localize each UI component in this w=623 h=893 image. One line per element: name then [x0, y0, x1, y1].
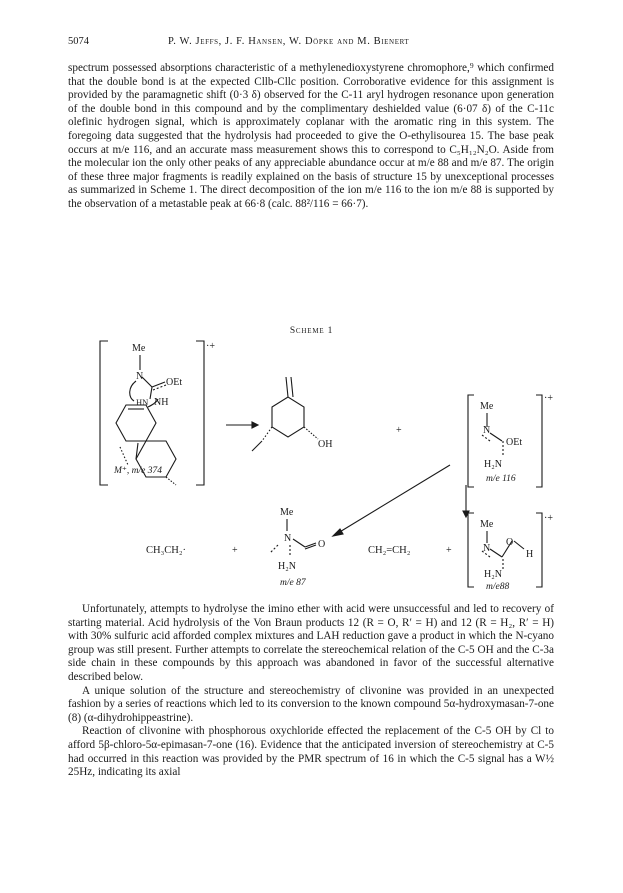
paragraph-1: spectrum possessed absorptions characteristic of a methylenedioxystyrene chromophore,⁹ which confirmed that the double bond is at the expected Cllb-Cllc position. Corroborative evidence for this assignment is provided by the paramagnetic shift (0·3 δ) observed for the C-11 aryl hydrogen resonance upon generation of the double bond in this compound and by the complimentary deshielded value (6·07 δ) of the C-11c olefinic hydrogen signal, which is approximately coplanar with the aromatic ring in this system. The foregoing data suggested that the hydrolysis had proceeded to give the O-ethylisourea 15. The base peak occurs at m/e 116, and an accurate mass measurement shows this to correspond to C₅H₁₂N₂O. Aside from the molecular ion the only other peaks of any appreciable abundance occur at m/e 88 and m/e 87. The origin of these three major fragments is readily explained on the basis of structure 15 by unexceptional processes as summarized in Scheme 1. The direct decomposition of the ion m/e 116 to the ion m/e 88 is supported by the observation of a metastable peak at 66·8 (calc. 88²/116 = 66·7). [68, 62, 554, 210]
label-n-left: N [136, 371, 144, 382]
label-dotplus-88: ·+ [544, 513, 553, 524]
label-me-116: Me [480, 401, 494, 412]
label-h2n-88: H₂N [484, 569, 502, 580]
paragraph-2: Unfortunately, attempts to hydrolyse the imino ether with acid were unsuccessful and led to recovery of starting material. Acid hydrolysis of the Von Braun products 12 (R = O, R′ = H) and 12 (R = H₂, R′ = H) with 30% sulfuric acid afforded complex mixtures and LAH reduction gave a product in which the N-cyano group was still present. Further attempts to correlate the stereochemical relation of the C-5 OH and the C-3a side chain in these compounds by this approach was abandoned in favor of the successful alternative described below. [68, 603, 554, 683]
bracket-m116-close [536, 395, 542, 487]
label-ethylene: CH₂=CH₂ [368, 545, 411, 556]
paragraph-4: Reaction of clivonine with phosphorous oxychloride effected the replacement of the C-5 OH by Cl to afford 5β-chloro-5α-epimasan-7-one (16). Evidence that the anticipated inversion of stereochemistry at C-5 had occurred in this reaction was provided by the PMR spectrum of 16 in which the C-5 signal has a W½ 25Hz, indicating its axial [68, 725, 554, 779]
label-me-87: Me [280, 507, 294, 518]
label-h-88: H [526, 549, 534, 560]
label-n-88: N [483, 543, 491, 554]
label-plus-1: + [396, 425, 402, 436]
label-o-88: O [506, 537, 514, 548]
scheme-title: Scheme 1 [289, 326, 334, 336]
label-n-87: N [284, 533, 292, 544]
label-m88: m/e88 [486, 582, 510, 590]
label-nh-left: NH [154, 397, 169, 408]
lower-text-block [68, 603, 554, 780]
scheme-1-diagram [0, 335, 623, 590]
label-m87: m/e 87 [280, 578, 306, 588]
bracket-m88-close [536, 513, 542, 587]
label-oet-116: OEt [506, 437, 523, 448]
label-ethyl-radical: CH₃CH₂· [146, 545, 186, 556]
bracket-left-close [196, 341, 204, 485]
label-mplus: M⁺, m/e 374 [114, 466, 163, 476]
label-o-87: O [318, 539, 326, 550]
paragraph-3: A unique solution of the structure and stereochemistry of clivonine was provided in an unexpected fashion by a series of reactions which led to its conversion to the known compound 5α-hydroxymasan-7-one (8) (α-dihydrohippeastrine). [68, 684, 554, 724]
label-oh: OH [318, 439, 333, 450]
label-oet-left: OEt [166, 377, 183, 388]
label-h2n-87: H₂N [278, 561, 296, 572]
page-number: 5074 [68, 36, 89, 47]
label-n-116: N [483, 425, 491, 436]
label-hn-left: HN [136, 397, 149, 407]
label-dotplus-left: ·+ [206, 341, 215, 352]
bracket-m116-open [468, 395, 474, 487]
label-h2n-116: H₂N [484, 459, 502, 470]
bracket-m88-open [468, 513, 474, 587]
label-dotplus-116: ·+ [544, 393, 553, 404]
label-me-left: Me [132, 343, 146, 354]
running-authors: P. W. Jeffs, J. F. Hansen, W. Döpke and M. Bienert [168, 36, 410, 47]
label-m116: m/e 116 [486, 474, 516, 484]
label-plus-2: + [232, 545, 238, 556]
bracket-left-open [100, 341, 108, 485]
label-me-88: Me [480, 519, 494, 530]
page-header [68, 36, 554, 50]
label-plus-3: + [446, 545, 452, 556]
